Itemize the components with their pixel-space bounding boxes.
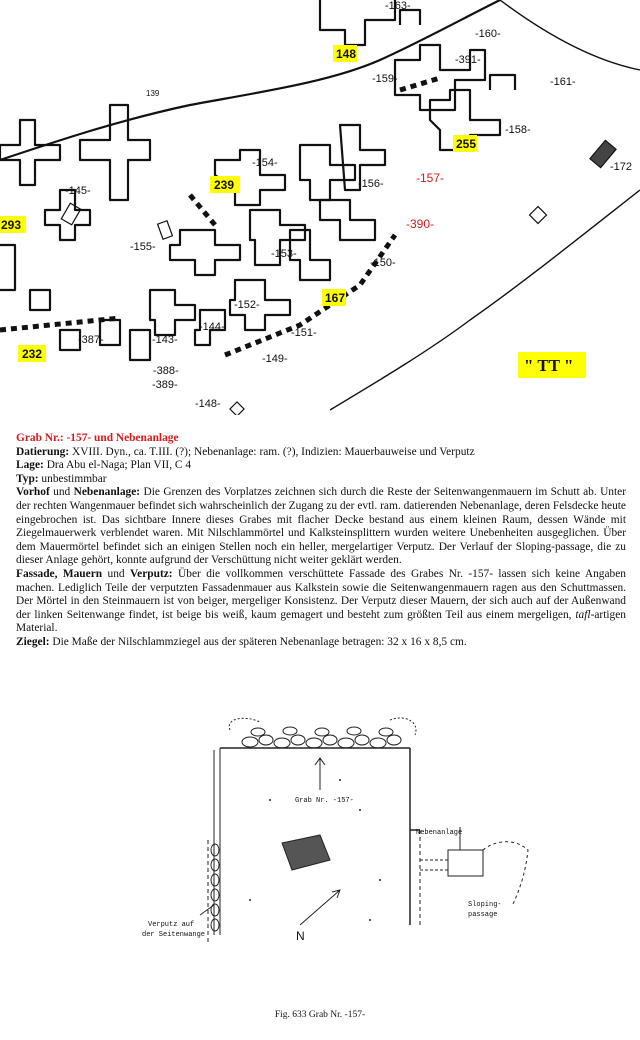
figure-caption: Fig. 633 Grab Nr. -157- xyxy=(274,1010,366,1020)
boundary-line-right xyxy=(500,0,640,70)
lage-paragraph: Lage: Dra Abu el-Naga; Plan VII, C 4 xyxy=(16,459,192,472)
map-label: -163- xyxy=(385,0,411,12)
datierung-paragraph: Datierung: XVIII. Dyn., ca. T.III. (?); Nebenanlage: ram. (?), Indizien: Mauerbauweise und Verputz xyxy=(16,445,475,458)
tomb-number-highlight: 148 xyxy=(336,47,357,61)
map-label: -153- xyxy=(271,248,297,260)
tomb-number-highlight: 293 xyxy=(1,218,22,232)
boundary-line-lower xyxy=(330,190,640,410)
north-label: N xyxy=(296,929,305,943)
fig-label-sloping: Sloping- xyxy=(468,901,502,909)
map-label: -152- xyxy=(234,299,260,311)
map-label: -156- xyxy=(358,178,384,190)
tomb-number-red: -157- xyxy=(416,171,445,185)
typ-paragraph: Typ: unbestimmbar xyxy=(16,472,107,485)
map-label: -161- xyxy=(550,76,576,88)
tt-label: " TT " xyxy=(524,356,574,375)
fig-label-nebenanlage: Nebenanlage xyxy=(416,829,463,837)
entry-heading: Grab Nr.: -157- und Nebenanlage xyxy=(16,432,179,444)
fassade-paragraph: Fassade, Mauern und Verputz: Über die vollkommen verschüttete Fassade des Grabes Nr. -157- lassen sich keine Angaben machen. Lediglich Teile der verputzten Fassadenmauer aus Kalkstein sowie die Seitenwangenmauern ragen aus den Schuttmassen. Der Mörtel in den Steinmauern ist von beiger, mergeliger Konsistenz. Der Verputz dieser Mauern, der sich auch auf der Außenwand der linken Seitenwange findet, ist beige bis weiß, kaum gemagert und besteht zum größten Teil aus einem mergeligen, tafl-artigen Material. xyxy=(16,567,626,635)
fig-label-verputz: Verputz auf xyxy=(148,921,195,929)
map-label: -148- xyxy=(195,398,221,410)
map-label: -388- xyxy=(153,365,179,377)
map-label: -172 xyxy=(610,161,633,173)
map-label: -144- xyxy=(199,321,225,333)
map-label: -387- xyxy=(78,334,104,346)
ziegel-paragraph: Ziegel: Die Maße der Nilschlammziegel aus der späteren Nebenanlage betragen: 32 x 16 x 8,5 cm. xyxy=(16,635,467,648)
map-label: -389- xyxy=(152,379,178,391)
hatched-block xyxy=(282,835,330,870)
map-label: -151- xyxy=(291,327,317,339)
tomb-number-highlight: 239 xyxy=(214,178,235,192)
tomb-sketch-figure xyxy=(130,710,530,995)
map-label: -143- xyxy=(152,334,178,346)
map-label: -158- xyxy=(505,124,531,136)
rubble-wall-top xyxy=(242,727,401,748)
tomb-number-highlight: 167 xyxy=(325,291,346,305)
fig-label-grab: Grab Nr. -157- xyxy=(295,797,354,805)
site-plan-map xyxy=(0,0,640,415)
fig-label-seitenwange: der Seitenwange xyxy=(142,931,206,939)
map-label: -154- xyxy=(252,157,278,169)
map-label: 139 xyxy=(146,89,160,98)
tomb-number-highlight: 232 xyxy=(22,347,43,361)
vorhof-paragraph: Vorhof und Nebenanlage: Die Grenzen des Vorplatzes zeichnen sich durch die Reste der Seitenwangenmauern im Schutt ab. Unter der rechten Wangenmauer befindet sich wahrscheinlich der Zugang zu der evtl. ram. datierenden Nebenanlage, deren Felsdecke heute eingebrochen ist. Das sichtbare Innere dieses Grabes mit flacher Decke bestand aus einem kleinen Raum, dessen Wände mit Ziegelmauerwerk verblendet waren. Mit Nilschlammörtel und Kalksteinsplittern wurden weitere Unebenheiten ausgeglichen. Über dem Mauermörtel befindet sich an einigen Stellen noch ein heller, mergelartiger Verputz. Der Verlauf der Sloping-passage, die zu dieser Anlage gehört, konnte aufgrund der Verschüttung nicht weiter geklärt werden. xyxy=(16,486,627,567)
catalog-entry xyxy=(16,432,626,650)
verputz-wall-texture xyxy=(211,844,219,931)
map-label: -159- xyxy=(372,73,398,85)
map-label: -145- xyxy=(65,185,91,197)
map-label: -160- xyxy=(475,28,501,40)
map-label: -150- xyxy=(370,257,396,269)
fig-label-passage: passage xyxy=(468,911,498,919)
map-label: -391- xyxy=(455,54,481,66)
map-label: -149- xyxy=(262,353,288,365)
tomb-number-red: -390- xyxy=(406,217,435,231)
map-label: -155- xyxy=(130,241,156,253)
tomb-number-highlight: 255 xyxy=(456,137,477,151)
